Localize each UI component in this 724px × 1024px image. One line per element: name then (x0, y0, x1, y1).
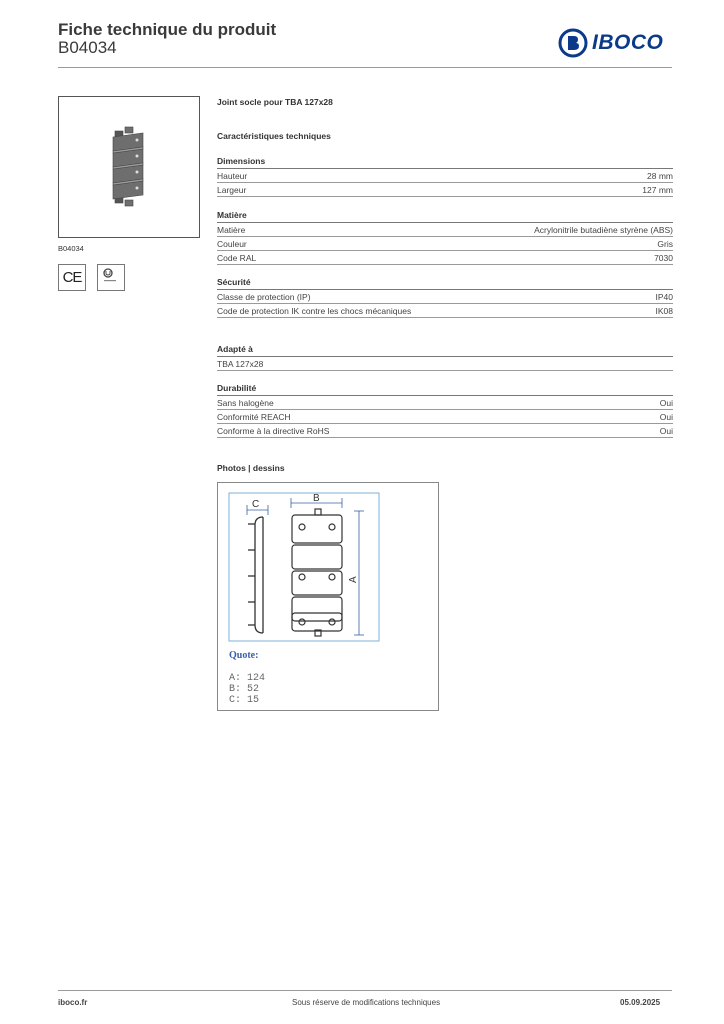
product-image-frame (58, 96, 200, 238)
footer-website[interactable]: iboco.fr (58, 998, 88, 1007)
section-title: Matière (217, 210, 673, 223)
product-name: Joint socle pour TBA 127x28 (217, 97, 333, 107)
section-securite (217, 277, 673, 318)
spec-value: 7030 (654, 253, 673, 263)
spec-value: 28 mm (647, 171, 673, 181)
spec-row (217, 237, 673, 251)
footer-disclaimer: Sous réserve de modifications techniques (292, 998, 441, 1007)
spec-value: Acrylonitrile butadiène styrène (ABS) (534, 225, 673, 235)
spec-value: Oui (659, 426, 673, 436)
section-adapte (217, 344, 673, 371)
spec-row (217, 424, 673, 438)
spec-label: Hauteur (217, 171, 248, 181)
spec-value: Oui (659, 398, 673, 408)
spec-row (217, 223, 673, 237)
logo-icon (558, 28, 588, 58)
spec-value: IP40 (655, 292, 673, 302)
dim-label-c: C (252, 499, 260, 510)
ukca-mark (97, 264, 125, 291)
specs-heading: Caractéristiques techniques (217, 131, 331, 141)
spec-label: Couleur (217, 239, 247, 249)
quote-b: B: 52 (229, 684, 260, 695)
spec-value: 127 mm (642, 185, 673, 195)
spec-label: Sans halogène (217, 398, 274, 408)
ce-mark: CE (58, 264, 86, 291)
spec-label: Matière (217, 225, 246, 235)
spec-value: Oui (659, 412, 673, 422)
quote-title: Quote: (229, 650, 259, 661)
page-title: Fiche technique du produit (58, 20, 277, 39)
spec-row (217, 290, 673, 304)
section-title: Adapté à (217, 344, 673, 357)
image-caption: B04034 (58, 244, 84, 253)
technical-drawing-frame (217, 482, 439, 711)
spec-row (217, 304, 673, 318)
spec-value: Gris (657, 239, 673, 249)
brand-logo (558, 28, 674, 58)
section-durabilite (217, 383, 673, 438)
spec-row (217, 396, 673, 410)
brand-name: IBOCO (592, 31, 664, 54)
section-title: Sécurité (217, 277, 673, 290)
spec-value: IK08 (655, 306, 673, 316)
footer-date: 05.09.2025 (620, 998, 661, 1007)
spec-label: TBA 127x28 (217, 359, 264, 369)
quote-a: A: 124 (229, 673, 266, 684)
header-divider (58, 67, 672, 68)
spec-label: Conformité REACH (217, 412, 291, 422)
spec-row (217, 357, 673, 371)
spec-row (217, 251, 673, 265)
ukca-icon (98, 265, 124, 290)
spec-row (217, 410, 673, 424)
footer-divider (58, 990, 672, 991)
spec-label: Largeur (217, 185, 247, 195)
spec-label: Classe de protection (IP) (217, 292, 311, 302)
dim-label-b: B (313, 493, 320, 504)
spec-row (217, 169, 673, 183)
spec-label: Code de protection IK contre les chocs mécaniques (217, 306, 412, 316)
technical-drawing (218, 483, 438, 710)
product-code: B04034 (58, 38, 117, 57)
product-image (59, 97, 199, 237)
section-matiere (217, 210, 673, 265)
spec-row (217, 183, 673, 197)
photos-heading: Photos | dessins (217, 463, 285, 473)
section-title: Durabilité (217, 383, 673, 396)
spec-label: Code RAL (217, 253, 257, 263)
section-dimensions (217, 156, 673, 197)
dim-label-a: A (348, 576, 359, 583)
spec-label: Conforme à la directive RoHS (217, 426, 330, 436)
quote-c: C: 15 (229, 695, 260, 706)
section-title: Dimensions (217, 156, 673, 169)
